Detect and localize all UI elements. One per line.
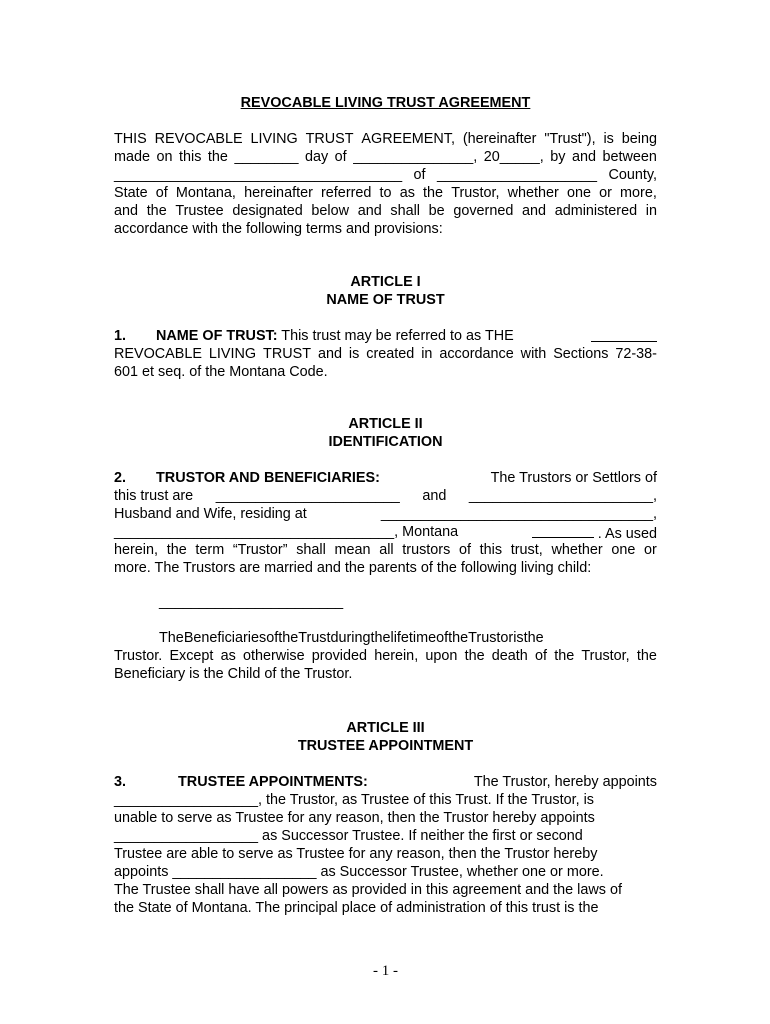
section-number: 2. [114, 470, 127, 486]
intro-line: and the Trustee designated below and shall be governed and administered in [114, 203, 657, 219]
document-title: REVOCABLE LIVING TRUST AGREEMENT [240, 95, 531, 111]
article-1-paragraph: 1. NAME OF TRUST: This trust may be referred to as THE REVOCABLE LIVING TRUST and is created in accordance with Sections 72-38- 601 et seq. of the Montana Code. [114, 328, 657, 380]
intro-line: accordance with the following terms and provisions: [114, 221, 443, 237]
article-1-subheading: NAME OF TRUST [326, 292, 445, 308]
article-1-heading: ARTICLE I [350, 274, 421, 290]
intro-line: THIS REVOCABLE LIVING TRUST AGREEMENT, (hereinafter "Trust"), is being [114, 131, 657, 147]
document-page [114, 0, 657, 1024]
page-number: - 1 - [373, 963, 398, 979]
section-number: 3. [114, 774, 127, 790]
blank-line [532, 523, 594, 538]
beneficiaries-paragraph: The Beneficiaries of the Trust during the lifetime of the Trustor is the Trustor. Except as otherwise provided herein, upon the death of the Trustor, the Beneficiary is the Child of the Trustor. [114, 630, 657, 682]
section-label: TRUSTEE APPOINTMENTS: [178, 774, 368, 790]
article-2-paragraph: 2. TRUSTOR AND BENEFICIARIES: The Trustors or Settlors of this trust are _______________________ and _______________________, Husband and Wife, residing at __________________________________, ___________________________________, Montana . As used herein, the term “Trustor” shall mean all trustors of this trust, whether one or more. The Trustors are married and the parents of the following living child: [114, 470, 657, 576]
article-2-subheading: IDENTIFICATION [328, 434, 443, 450]
article-3-paragraph: 3. TRUSTEE APPOINTMENTS: The Trustor, hereby appoints __________________, the Trustor, as Trustee of this Trust. If the Trustor, is unable to serve as Trustee for any reason, then the Trustor hereby appoints __________________ as Successor Trustee. If neither the first or second Trustee are able to serve as Trustee for any reason, then the Trustor hereby appoints __________________ as Successor Trustee, whether one or more. The Trustee shall have all powers as provided in this agreement and the laws of the State of Montana. The principal place of administration of this trust is the [114, 774, 657, 916]
child-name-line: _______________________ [159, 594, 344, 610]
article-2-heading: ARTICLE II [348, 416, 423, 432]
intro-paragraph [114, 130, 657, 238]
article-3-heading: ARTICLE III [346, 720, 425, 736]
blank-line [591, 327, 657, 342]
section-number: 1. [114, 328, 127, 344]
article-3-subheading: TRUSTEE APPOINTMENT [297, 738, 474, 754]
section-label: NAME OF TRUST: [156, 328, 278, 344]
section-label: TRUSTOR AND BENEFICIARIES: [156, 470, 380, 486]
intro-line: State of Montana, hereinafter referred to as the Trustor, whether one or more, [114, 185, 657, 201]
intro-line: made on this the ________ day of _______________, 20_____, by and between [114, 149, 657, 165]
intro-line: ____________________________________ of ____________________ County, [114, 167, 657, 183]
